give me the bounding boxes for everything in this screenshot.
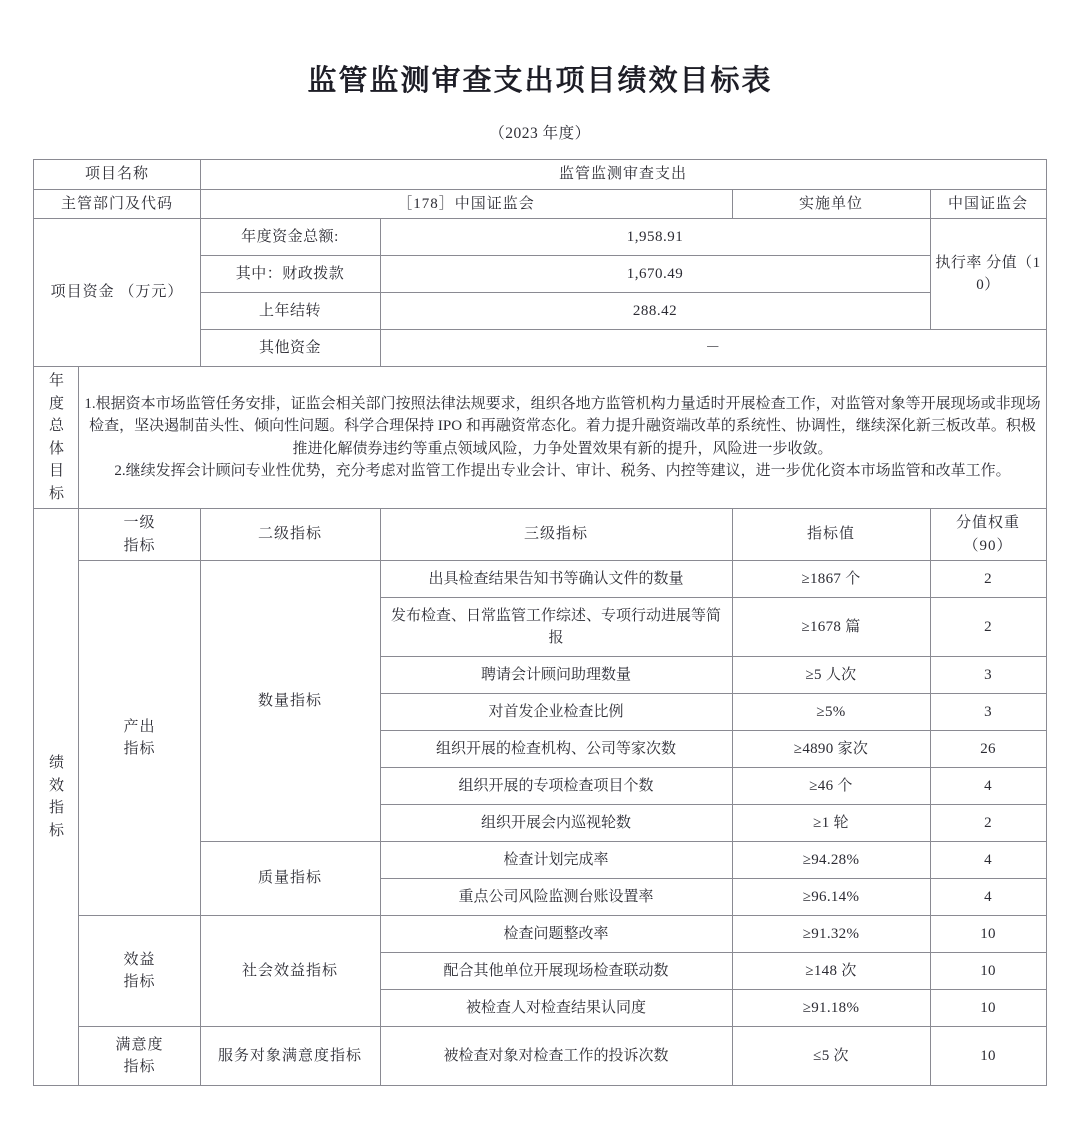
level1-output-line1: 产出 — [123, 718, 156, 735]
column-header-level1 — [79, 509, 200, 561]
indicator-weight: 4 — [930, 842, 1046, 879]
indicator-value: ≥91.32% — [732, 916, 930, 953]
performance-side-label-char-0: 绩 — [48, 755, 64, 771]
level1-satisfaction-line2: 指标 — [123, 1059, 156, 1075]
indicator-weight: 3 — [930, 694, 1046, 731]
level1-output-line2: 指标 — [123, 741, 156, 757]
execution-rate-line1: 执行率 — [935, 254, 982, 271]
table-row-annual-goal — [34, 367, 1046, 509]
implementing-unit-label: 实施单位 — [732, 189, 930, 219]
indicator-name: 对首发企业检查比例 — [380, 694, 732, 731]
indicator-name: 组织开展的检查机构、公司等家次数 — [380, 731, 732, 768]
indicator-name: 检查计划完成率 — [380, 842, 732, 879]
project-name-value: 监管监测审查支出 — [200, 160, 1046, 190]
level2-service-satisfaction-indicator: 服务对象满意度指标 — [200, 1027, 380, 1086]
annual-goal-paragraph-1: 1.根据资本市场监管任务安排，证监会相关部门按照法律法规要求，组织各地方监管机构力量适时开展检查工作，对监管对象等开展现场或非现场检查，坚决遏制苗头性、倾向性问题。科学合理保持 IPO 和再融资常态化。着力提升融资端改革的系统性、协调性，继续深化新三板改革。积极推进化解债券违约等重点领域风险，力争处置效果有新的提升，风险进一步收敛。 — [84, 395, 1041, 457]
project-funding-label-line1: 项目资金 — [50, 284, 115, 301]
indicator-name: 发布检查、日常监管工作综述、专项行动进展等简报 — [380, 598, 732, 657]
annual-goal-label-char-1: 度 — [48, 395, 64, 412]
table-row-project-name — [34, 160, 1046, 190]
column-header-level2: 二级指标 — [200, 509, 380, 561]
annual-goal-content — [79, 367, 1046, 509]
execution-rate-line2: 分值（10） — [976, 254, 1041, 293]
department-value: ［178］中国证监会 — [200, 189, 732, 219]
column-header-weight-line1: 分值权重 — [956, 515, 1021, 531]
indicator-value: ≥91.18% — [732, 990, 930, 1027]
indicator-name: 被检查对象对检查工作的投诉次数 — [380, 1027, 732, 1086]
indicator-value: ≥94.28% — [732, 842, 930, 879]
funding-value-carryover: 288.42 — [380, 293, 930, 330]
funding-value-other: － — [380, 330, 1046, 367]
department-label: 主管部门及代码 — [34, 189, 200, 219]
column-header-level1-line2: 指标 — [123, 537, 156, 554]
funding-value-total: 1,958.91 — [380, 219, 930, 256]
indicator-name: 组织开展会内巡视轮数 — [380, 805, 732, 842]
annual-goal-label — [34, 367, 79, 509]
indicator-weight: 10 — [930, 1027, 1046, 1086]
indicator-value: ≤5 次 — [732, 1027, 930, 1086]
indicator-value: ≥1 轮 — [732, 805, 930, 842]
column-header-value: 指标值 — [732, 509, 930, 561]
indicator-name: 出具检查结果告知书等确认文件的数量 — [380, 561, 732, 598]
indicator-weight: 3 — [930, 657, 1046, 694]
indicator-weight: 4 — [930, 768, 1046, 805]
funding-label-other: 其他资金 — [200, 330, 380, 367]
indicator-value: ≥4890 家次 — [732, 731, 930, 768]
annual-goal-label-char-5: 标 — [48, 485, 64, 502]
indicator-name: 聘请会计顾问助理数量 — [380, 657, 732, 694]
level1-benefit-indicator — [79, 916, 200, 1027]
level2-quantity-indicator: 数量指标 — [200, 561, 380, 842]
level1-satisfaction-indicator — [79, 1027, 200, 1086]
performance-target-table — [33, 159, 1046, 1086]
performance-side-label-char-3: 标 — [48, 822, 64, 839]
column-header-level3: 三级指标 — [380, 509, 732, 561]
column-header-weight — [930, 509, 1046, 561]
level1-satisfaction-line1: 满意度 — [115, 1036, 164, 1053]
funding-label-total: 年度资金总额: — [200, 219, 380, 256]
funding-value-appropriation: 1,670.49 — [380, 256, 930, 293]
page-subtitle: （2023 年度） — [489, 125, 591, 142]
level2-quality-indicator: 质量指标 — [200, 842, 380, 916]
table-row-funding-total — [34, 219, 1046, 256]
annual-goal-label-char-0: 年 — [48, 373, 64, 389]
column-header-level1-line1: 一级 — [123, 515, 156, 531]
performance-indicator-side-label — [34, 509, 79, 1086]
table-row-department — [34, 189, 1046, 219]
table-row — [34, 561, 1046, 598]
indicator-value: ≥5% — [732, 694, 930, 731]
annual-goal-label-char-3: 体 — [48, 440, 64, 457]
annual-goal-label-char-4: 目 — [48, 463, 64, 479]
execution-rate-score-label — [930, 219, 1046, 330]
page-title: 监管监测审查支出项目绩效目标表 — [307, 65, 773, 97]
indicator-weight: 2 — [930, 561, 1046, 598]
performance-side-label-char-1: 效 — [48, 777, 64, 794]
indicator-weight: 2 — [930, 805, 1046, 842]
implementing-unit-value: 中国证监会 — [930, 189, 1046, 219]
level2-social-benefit-indicator: 社会效益指标 — [200, 916, 380, 1027]
table-row — [34, 916, 1046, 953]
indicator-name: 重点公司风险监测台账设置率 — [380, 879, 732, 916]
indicator-weight: 4 — [930, 879, 1046, 916]
level1-output-indicator — [79, 561, 200, 916]
project-funding-label — [34, 219, 200, 367]
project-name-label: 项目名称 — [34, 160, 200, 190]
indicator-name: 被检查人对检查结果认同度 — [380, 990, 732, 1027]
indicator-weight: 10 — [930, 990, 1046, 1027]
column-header-weight-line2: （90） — [963, 537, 1013, 554]
funding-label-appropriation: 其中：财政拨款 — [200, 256, 380, 293]
indicator-value: ≥148 次 — [732, 953, 930, 990]
table-row — [34, 1027, 1046, 1086]
indicator-name: 组织开展的专项检查项目个数 — [380, 768, 732, 805]
indicator-value: ≥96.14% — [732, 879, 930, 916]
indicator-weight: 26 — [930, 731, 1046, 768]
indicator-value: ≥5 人次 — [732, 657, 930, 694]
annual-goal-paragraph-2: 2.继续发挥会计顾问专业性优势，充分考虑对监管工作提出专业会计、审计、税务、内控等建议，进一步优化资本市场监管和改革工作。 — [114, 463, 1011, 479]
annual-goal-label-char-2: 总 — [48, 418, 64, 434]
indicator-value: ≥46 个 — [732, 768, 930, 805]
funding-label-carryover: 上年结转 — [200, 293, 380, 330]
indicator-name: 检查问题整改率 — [380, 916, 732, 953]
level1-benefit-line1: 效益 — [123, 951, 156, 968]
indicator-weight: 10 — [930, 916, 1046, 953]
indicator-value: ≥1678 篇 — [732, 598, 930, 657]
indicator-value: ≥1867 个 — [732, 561, 930, 598]
table-row-indicator-header — [34, 509, 1046, 561]
project-funding-label-line2: （万元） — [119, 284, 184, 301]
level1-benefit-line2: 指标 — [123, 974, 156, 990]
indicator-name: 配合其他单位开展现场检查联动数 — [380, 953, 732, 990]
indicator-weight: 2 — [930, 598, 1046, 657]
indicator-weight: 10 — [930, 953, 1046, 990]
performance-side-label-char-2: 指 — [48, 800, 64, 816]
